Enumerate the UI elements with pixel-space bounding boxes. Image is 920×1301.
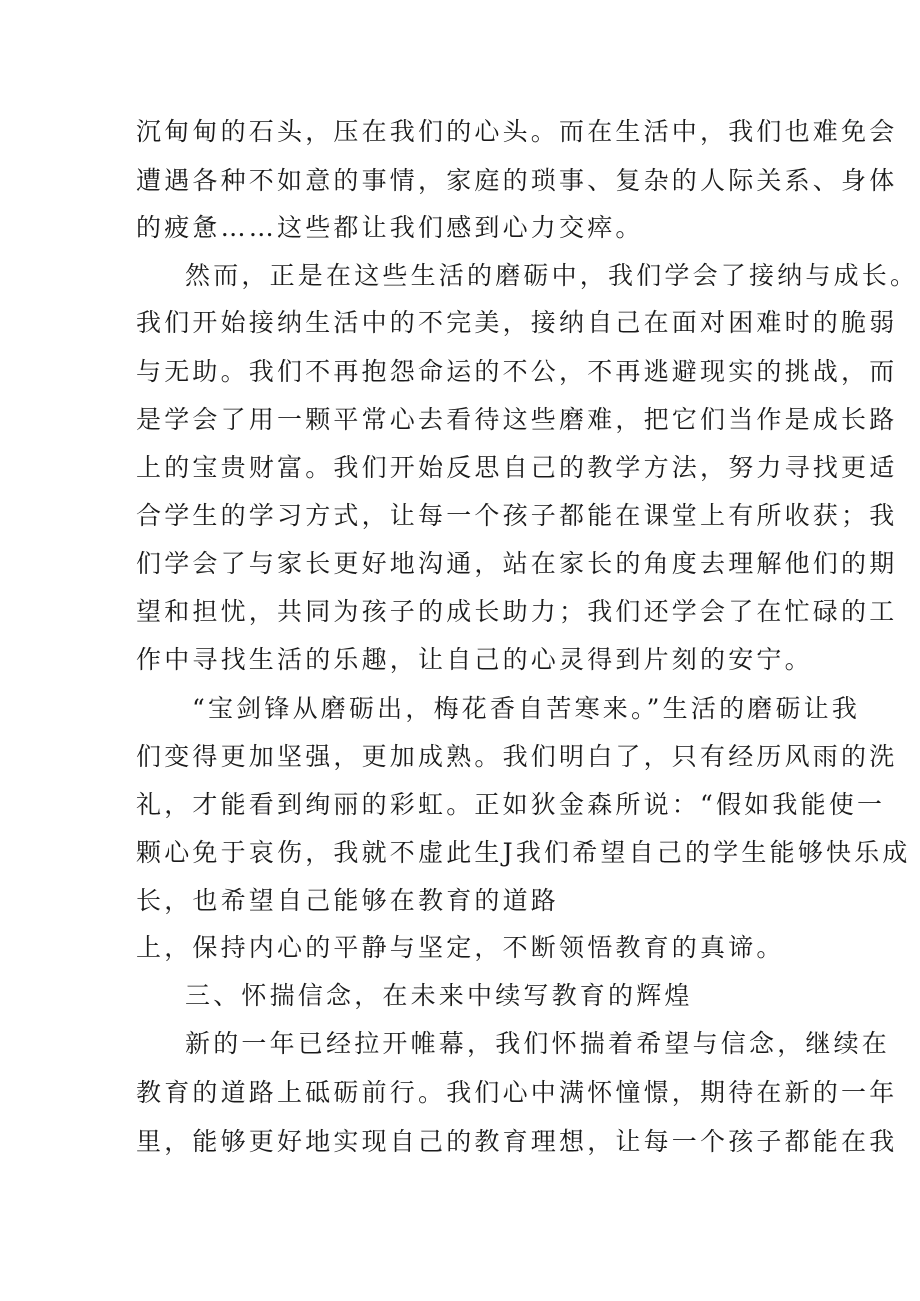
paragraph-start-line: “宝剑锋从磨砺出，梅花香自苦寒来。”生活的磨砺让我 [192,694,861,723]
text-line: 上的宝贵财富。我们开始反思自己的教学方法，努力寻找更适 [136,453,898,482]
section-heading: 三、怀揣信念，在未来中续写教育的辉煌 [185,981,693,1010]
text-line: 礼，才能看到绚丽的彩虹。正如狄金森所说：“假如我能使一 [136,790,886,819]
text-line: 上，保持内心的平静与坚定，不断领悟教育的真谛。 [136,933,785,962]
text-line: 与无助。我们不再抱怨命运的不公，不再逃避现实的挑战，而 [136,357,898,386]
text-line: 长，也希望自己能够在教育的道路 [136,886,560,915]
text-line: 颗心免于哀伤，我就不虚此生J我们希望自己的学生能够快乐成 [136,838,911,867]
paragraph-start-line: 然而，正是在这些生活的磨砺中，我们学会了接纳与成长。 [185,261,919,290]
text-line: 们学会了与家长更好地沟通，站在家长的角度去理解他们的期 [136,549,898,578]
text-line: 作中寻找生活的乐趣，让自己的心灵得到片刻的安宁。 [136,645,813,674]
text-line: 的疲惫……这些都让我们感到心力交瘁。 [136,213,644,242]
text-line: 望和担忧，共同为孩子的成长助力；我们还学会了在忙碌的工 [136,597,898,626]
text-line: 们变得更加坚强，更加成熟。我们明白了，只有经历风雨的洗 [136,742,898,771]
text-line: 我们开始接纳生活中的不完美，接纳自己在面对困难时的脆弱 [136,308,898,337]
text-line: 沉甸甸的石头，压在我们的心头。而在生活中，我们也难免会 [136,117,898,146]
text-line: 遭遇各种不如意的事情，家庭的琐事、复杂的人际关系、身体 [136,166,898,195]
text-line: 合学生的学习方式，让每一个孩子都能在课堂上有所收获；我 [136,501,898,530]
text-line: 是学会了用一颗平常心去看待这些磨难，把它们当作是成长路 [136,405,898,434]
text-line: 教育的道路上砥砺前行。我们心中满怀憧憬，期待在新的一年 [136,1078,898,1107]
paragraph-start-line: 新的一年已经拉开帷幕，我们怀揣着希望与信念，继续在 [185,1029,891,1058]
text-line: 里，能够更好地实现自己的教育理想，让每一个孩子都能在我 [136,1127,898,1156]
